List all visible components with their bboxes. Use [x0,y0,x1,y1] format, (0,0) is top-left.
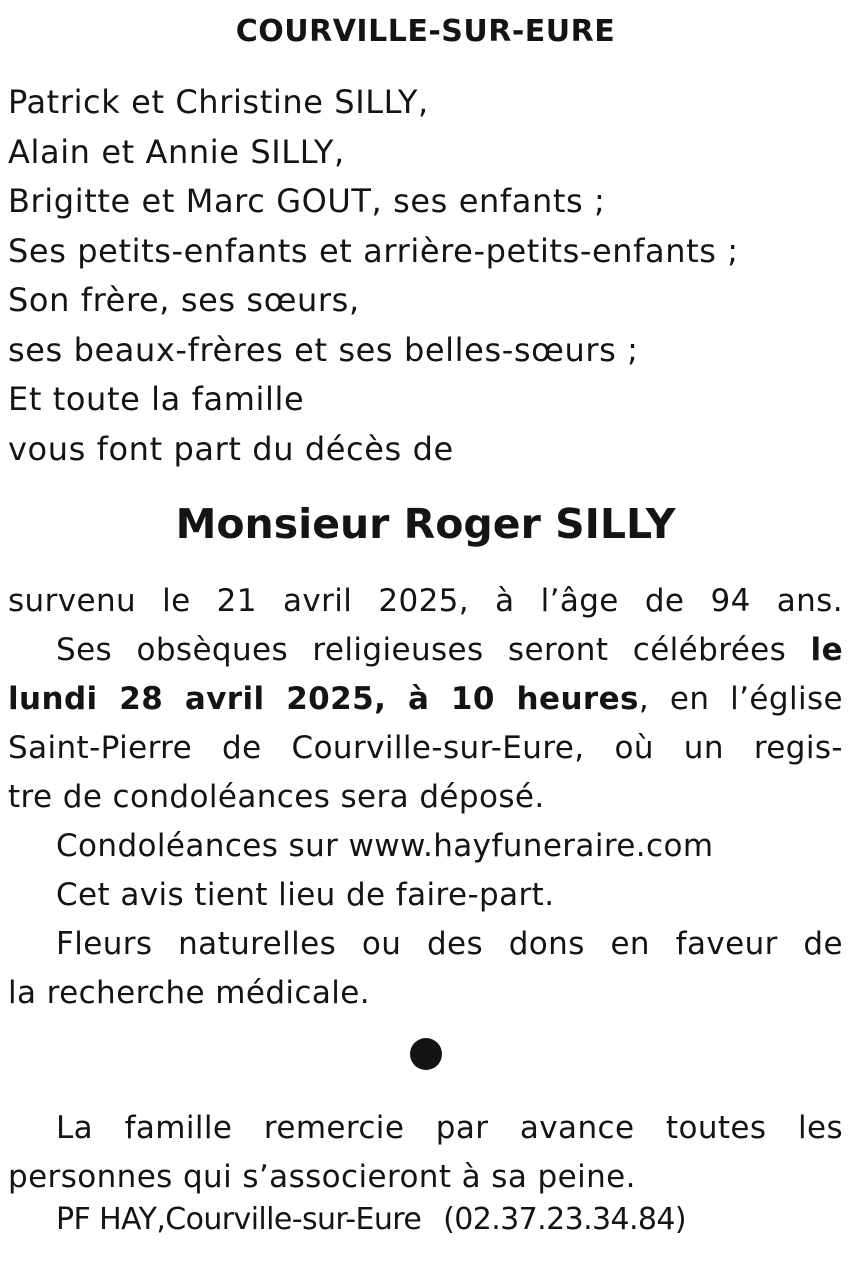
funeral-home-name: PF HAY,Courville-sur-Eure [56,1202,422,1237]
family-line: Son frère, ses sœurs, [8,281,360,319]
family-line: ses beaux-frères et ses belles-sœurs ; [8,330,639,369]
death-date-line: survenu le 21 avril 2025, à l’âge de 94 ans. [8,583,843,619]
flowers-line-2: la recherche médicale. [8,975,370,1011]
town-heading: COURVILLE-SUR-EURE [235,14,616,49]
family-line: Alain et Annie SILLY, [8,132,345,171]
notice-line: Cet avis tient lieu de faire-part. [56,877,555,913]
bullet-separator-icon [410,1038,442,1070]
thanks-line-2: personnes qui s’associeront à sa peine. [8,1159,636,1195]
announcement-body [8,577,843,1018]
thanks-paragraph [8,1104,843,1202]
flowers-line-1: Fleurs naturelles ou des dons en faveur de [56,926,843,962]
funeral-home-footer [56,1198,836,1242]
family-line: Brigitte et Marc GOUT, ses enfants ; [8,182,606,220]
family-line: Et toute la famille [8,380,305,418]
funeral-line-2-text: , en l’église [638,681,844,717]
thanks-line-1: La famille remercie par avance toutes les [56,1110,843,1146]
family-line: vous font part du décès de [8,429,454,468]
funeral-line-1-text: Ses obsèques religieuses seront célébrées [56,632,811,668]
condolences-line: Condoléances sur www.hayfuneraire.com [56,828,714,864]
funeral-line-1 [8,626,843,675]
funeral-line-2 [8,675,843,724]
funeral-line-4: tre de condoléances sera déposé. [8,779,545,815]
family-line: Ses petits-enfants et arrière-petits-enfants ; [8,231,739,270]
family-list [8,78,843,474]
funeral-home-phone: (02.37.23.34.84) [443,1202,686,1237]
family-line: Patrick et Christine SILLY, [8,83,429,121]
funeral-line-1-bold: le [810,632,843,668]
funeral-date-bold: lundi 28 avril 2025, à 10 heures [8,681,639,717]
deceased-name: Monsieur Roger SILLY [175,500,676,548]
funeral-line-3: Saint-Pierre de Courville-sur-Eure, où un regis- [8,730,843,766]
